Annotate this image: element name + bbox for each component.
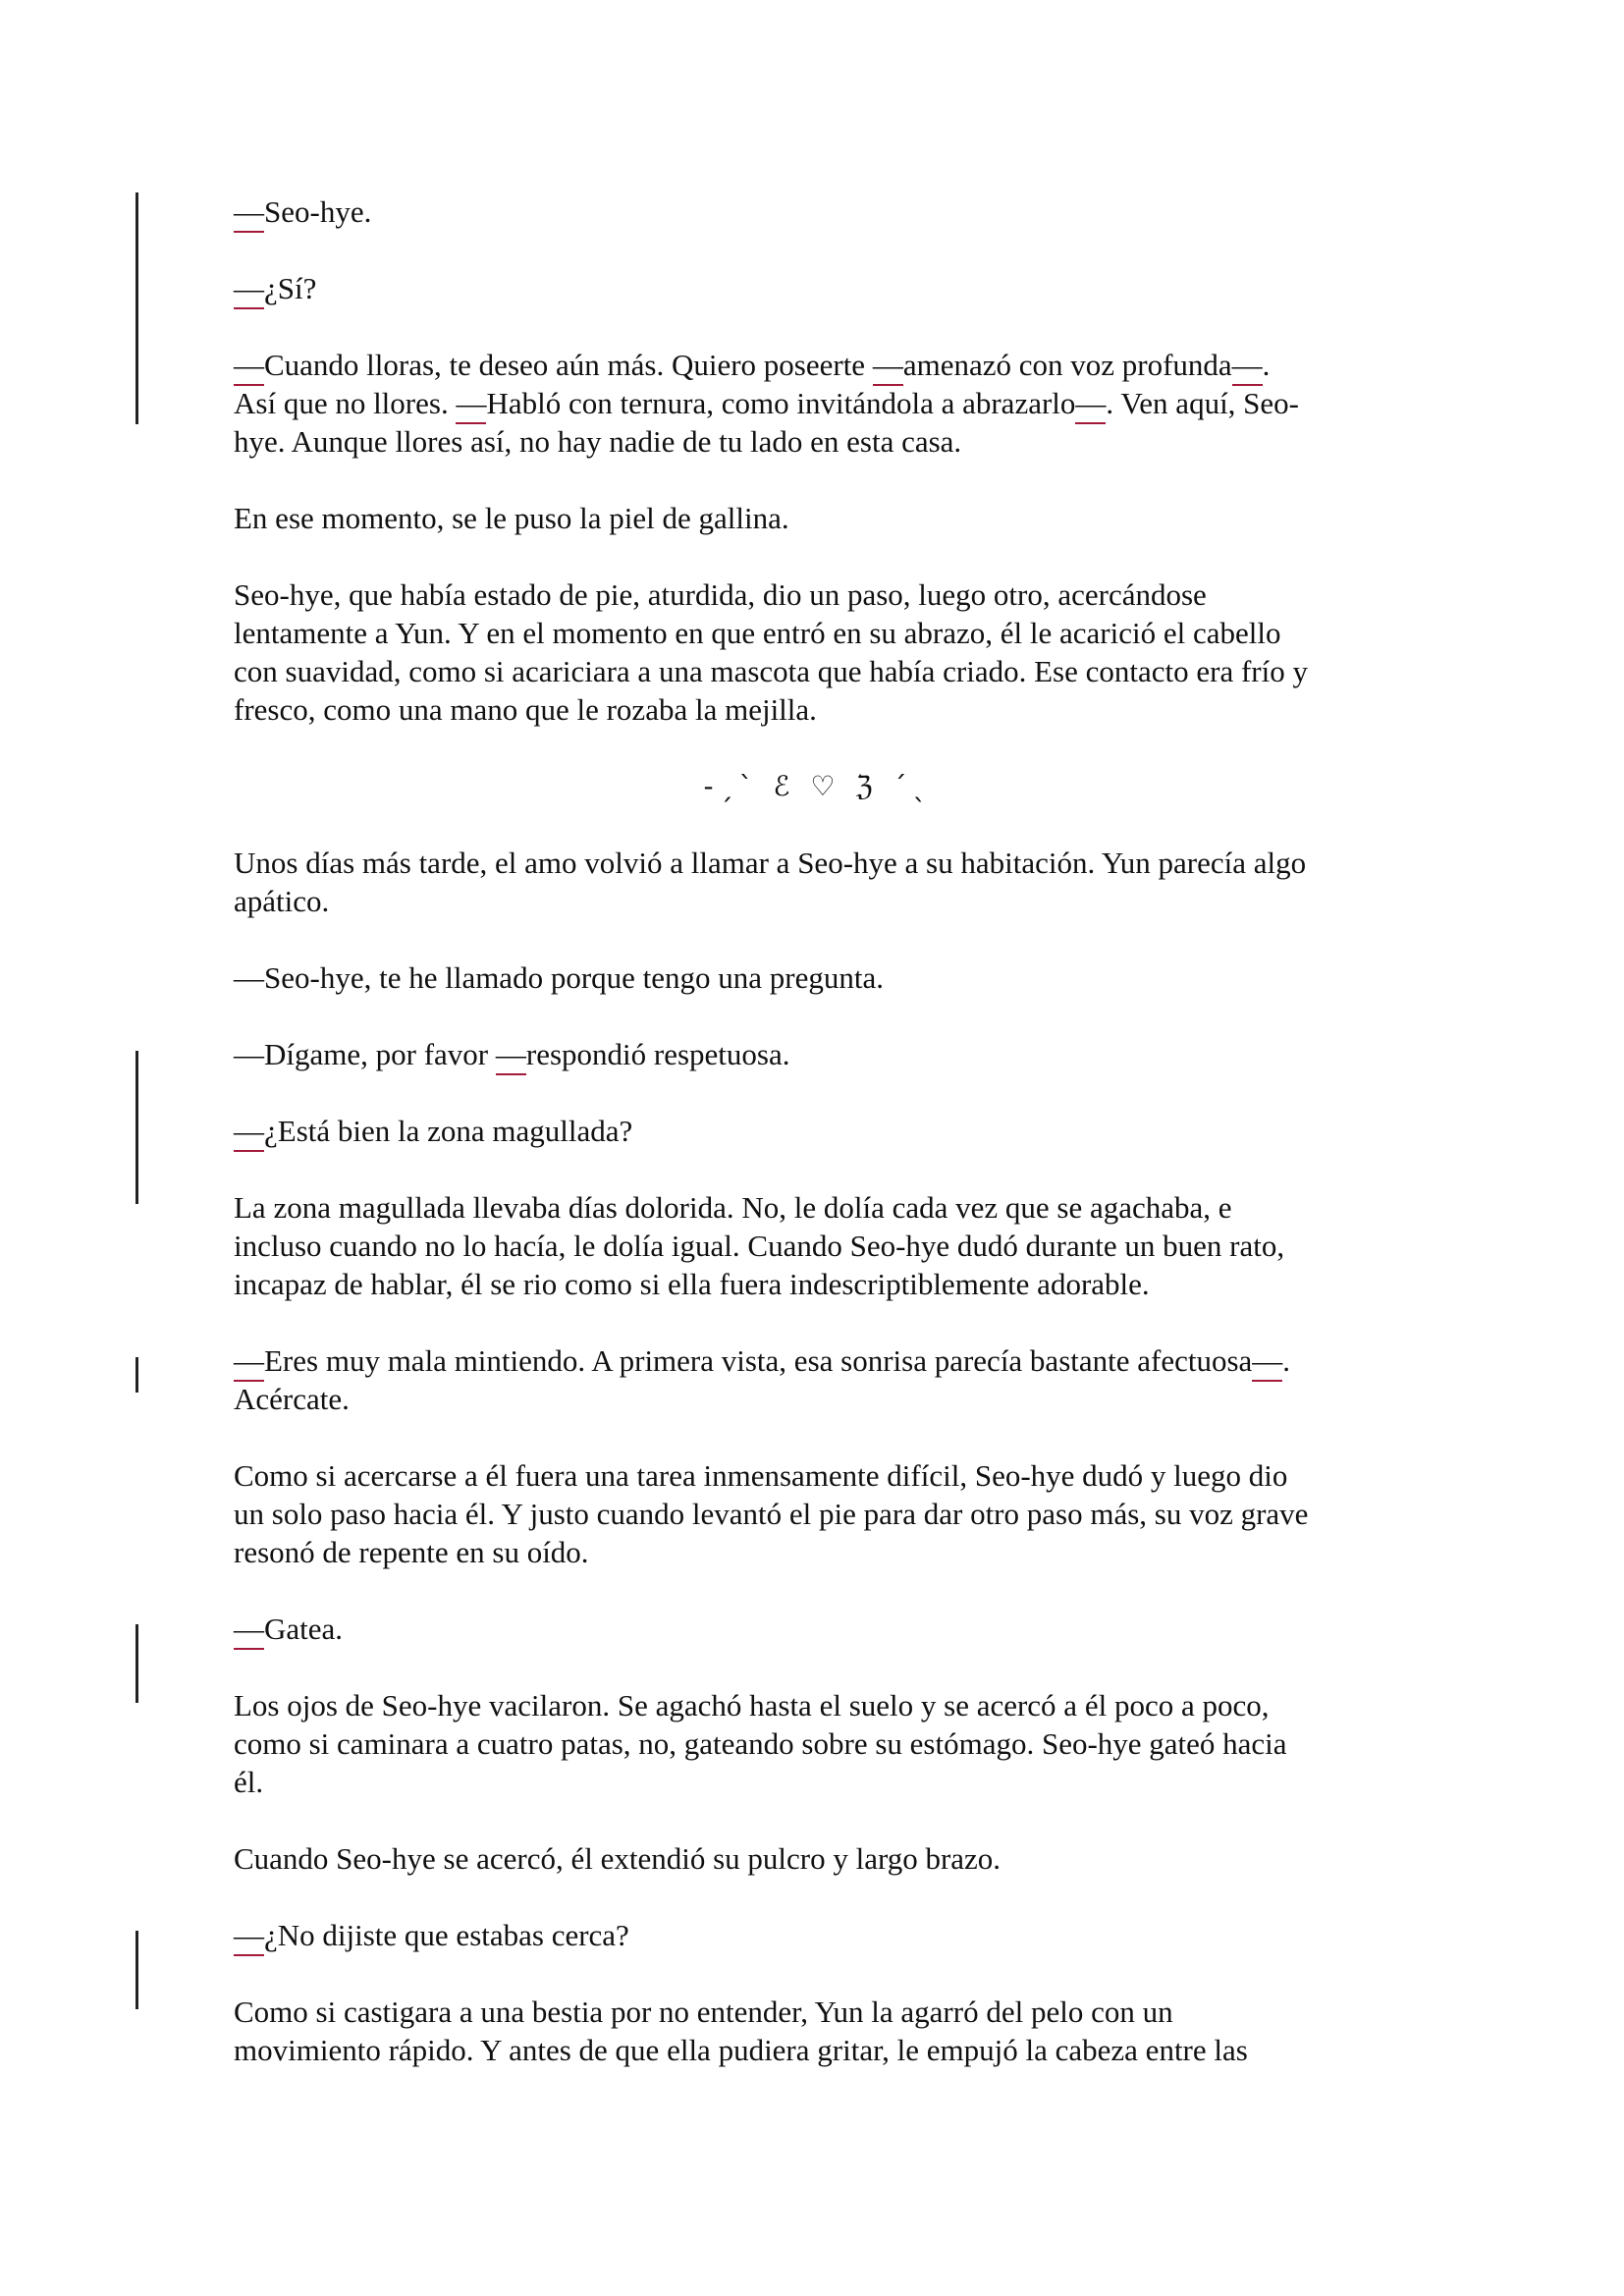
text-run: Así que no llores.	[234, 386, 457, 420]
text-line	[234, 1993, 1402, 2031]
text-line	[234, 1112, 1402, 1150]
change-bar	[135, 1931, 138, 2009]
dialogue-dash: —	[234, 1114, 264, 1148]
paragraph	[234, 575, 1402, 729]
text-line	[234, 269, 1402, 307]
text-run: fresco, como una mano que le rozaba la mejilla.	[234, 692, 817, 727]
dialogue-dash: —	[495, 1037, 526, 1071]
change-bar	[135, 1357, 138, 1393]
paragraph	[234, 1610, 1402, 1648]
text-line	[234, 882, 1402, 920]
text-run: ¿Está bien la zona magullada?	[264, 1114, 633, 1148]
text-run: resonó de repente en su oído.	[234, 1535, 589, 1569]
paragraph	[234, 1993, 1402, 2069]
text-run: con suavidad, como si acariciara a una mascota que había criado. Ese contacto era frío y	[234, 654, 1308, 688]
text-run: Como si castigara a una bestia por no entender, Yun la agarró del pelo con un	[234, 1995, 1173, 2029]
text-line	[234, 690, 1402, 729]
paragraph	[234, 844, 1402, 920]
dialogue-dash: —	[1231, 348, 1263, 382]
text-line	[234, 346, 1402, 384]
dialogue-dash: —	[234, 1918, 264, 1952]
text-line	[234, 192, 1402, 231]
text-run: Los ojos de Seo-hye vacilaron. Se agachó hasta el suelo y se acercó a él poco a poco,	[234, 1688, 1270, 1722]
text-line	[234, 1724, 1402, 1763]
text-line	[234, 575, 1402, 614]
text-line	[234, 1610, 1402, 1648]
text-run: . Ven aquí, Seo-	[1106, 386, 1300, 420]
dialogue-dash: —	[234, 1343, 264, 1378]
text-run: La zona magullada llevaba días dolorida. No, le dolía cada vez que se agachaba, e	[234, 1190, 1232, 1225]
text-run: él.	[234, 1765, 264, 1799]
text-line	[234, 1341, 1402, 1380]
change-bar	[135, 1624, 138, 1703]
text-line	[234, 1380, 1402, 1418]
change-bar	[135, 192, 138, 424]
text-line	[234, 958, 1402, 997]
text-run: lentamente a Yun. Y en el momento en que entró en su abrazo, él le acarició el cabello	[234, 616, 1281, 650]
paragraph	[234, 1341, 1402, 1418]
text-line	[234, 844, 1402, 882]
dialogue-dash: —	[456, 386, 487, 420]
text-run: incluso cuando no lo hacía, le dolía igual. Cuando Seo-hye dudó durante un buen rato,	[234, 1229, 1285, 1263]
paragraph	[234, 192, 1402, 231]
paragraph	[234, 346, 1402, 461]
text-run: Cuando lloras, te deseo aún más. Quiero poseerte	[264, 348, 873, 382]
text-run: Seo-hye.	[264, 194, 372, 229]
text-run: ¿Sí?	[264, 271, 317, 305]
dialogue-dash: —	[1075, 386, 1107, 420]
text-line	[234, 1916, 1402, 1954]
text-run: Habló con ternura, como invitándola a abrazarlo	[486, 386, 1076, 420]
paragraph	[234, 499, 1402, 537]
text-run: como si caminara a cuatro patas, no, gateando sobre su estómago. Seo-hye gateó hacia	[234, 1726, 1287, 1761]
section-separator: -ˏˋ ℰ ♡ ℨ ˊˎ	[703, 770, 933, 802]
text-line	[234, 1686, 1402, 1724]
text-line	[234, 1495, 1402, 1533]
body-text	[234, 192, 1402, 2107]
text-run: Eres muy mala mintiendo. A primera vista, esa sonrisa parecía bastante afectuosa	[264, 1343, 1253, 1378]
dialogue-dash: —	[234, 271, 264, 305]
text-run: Como si acercarse a él fuera una tarea inmensamente difícil, Seo-hye dudó y luego dio	[234, 1458, 1288, 1493]
dialogue-dash: —	[872, 348, 903, 382]
text-line	[234, 1456, 1402, 1495]
paragraph	[234, 1686, 1402, 1801]
text-run: Cuando Seo-hye se acercó, él extendió su pulcro y largo brazo.	[234, 1841, 1001, 1876]
text-line	[234, 614, 1402, 652]
paragraph	[234, 1456, 1402, 1571]
text-line	[234, 1533, 1402, 1571]
text-run: .	[1282, 1343, 1291, 1378]
text-line	[234, 1763, 1402, 1801]
text-run: movimiento rápido. Y antes de que ella pudiera gritar, le empujó la cabeza entre las	[234, 2033, 1248, 2067]
text-run: En ese momento, se le puso la piel de gallina.	[234, 501, 789, 535]
text-line	[234, 499, 1402, 537]
text-run: Seo-hye, que había estado de pie, aturdida, dio un paso, luego otro, acercándose	[234, 577, 1207, 612]
paragraph	[234, 269, 1402, 307]
dialogue-dash: —	[234, 194, 264, 229]
paragraph	[234, 958, 1402, 997]
text-run: Unos días más tarde, el amo volvió a llamar a Seo-hye a su habitación. Yun parecía algo	[234, 846, 1307, 880]
dialogue-dash: —	[234, 1612, 264, 1646]
text-line	[234, 1035, 1402, 1073]
paragraph	[234, 1188, 1402, 1303]
dialogue-dash: —	[234, 348, 264, 382]
text-line	[234, 422, 1402, 461]
text-run: —Dígame, por favor	[234, 1037, 496, 1071]
text-run: un solo paso hacia él. Y justo cuando levantó el pie para dar otro paso más, su voz grave	[234, 1497, 1309, 1531]
text-run: hye. Aunque llores así, no hay nadie de tu lado en esta casa.	[234, 424, 962, 459]
paragraph	[234, 1916, 1402, 1954]
text-line	[234, 1188, 1402, 1227]
text-line	[234, 2031, 1402, 2069]
text-run: incapaz de hablar, él se rio como si ella fuera indescriptiblemente adorable.	[234, 1267, 1150, 1301]
text-run: apático.	[234, 884, 330, 918]
text-run: amenazó con voz profunda	[902, 348, 1232, 382]
paragraph	[234, 1112, 1402, 1150]
text-line	[234, 1265, 1402, 1303]
text-run: Gatea.	[264, 1612, 344, 1646]
text-run: respondió respetuosa.	[525, 1037, 790, 1071]
text-line	[234, 384, 1402, 422]
text-line	[234, 1839, 1402, 1878]
text-run: .	[1262, 348, 1271, 382]
text-line	[234, 652, 1402, 690]
dialogue-dash: —	[1252, 1343, 1283, 1378]
text-run: Acércate.	[234, 1382, 350, 1416]
text-line	[234, 1227, 1402, 1265]
text-run: —Seo-hye, te he llamado porque tengo una pregunta.	[234, 960, 884, 995]
change-bar	[135, 1051, 138, 1204]
text-run: ¿No dijiste que estabas cerca?	[264, 1918, 629, 1952]
paragraph	[234, 1839, 1402, 1878]
paragraph	[234, 1035, 1402, 1073]
